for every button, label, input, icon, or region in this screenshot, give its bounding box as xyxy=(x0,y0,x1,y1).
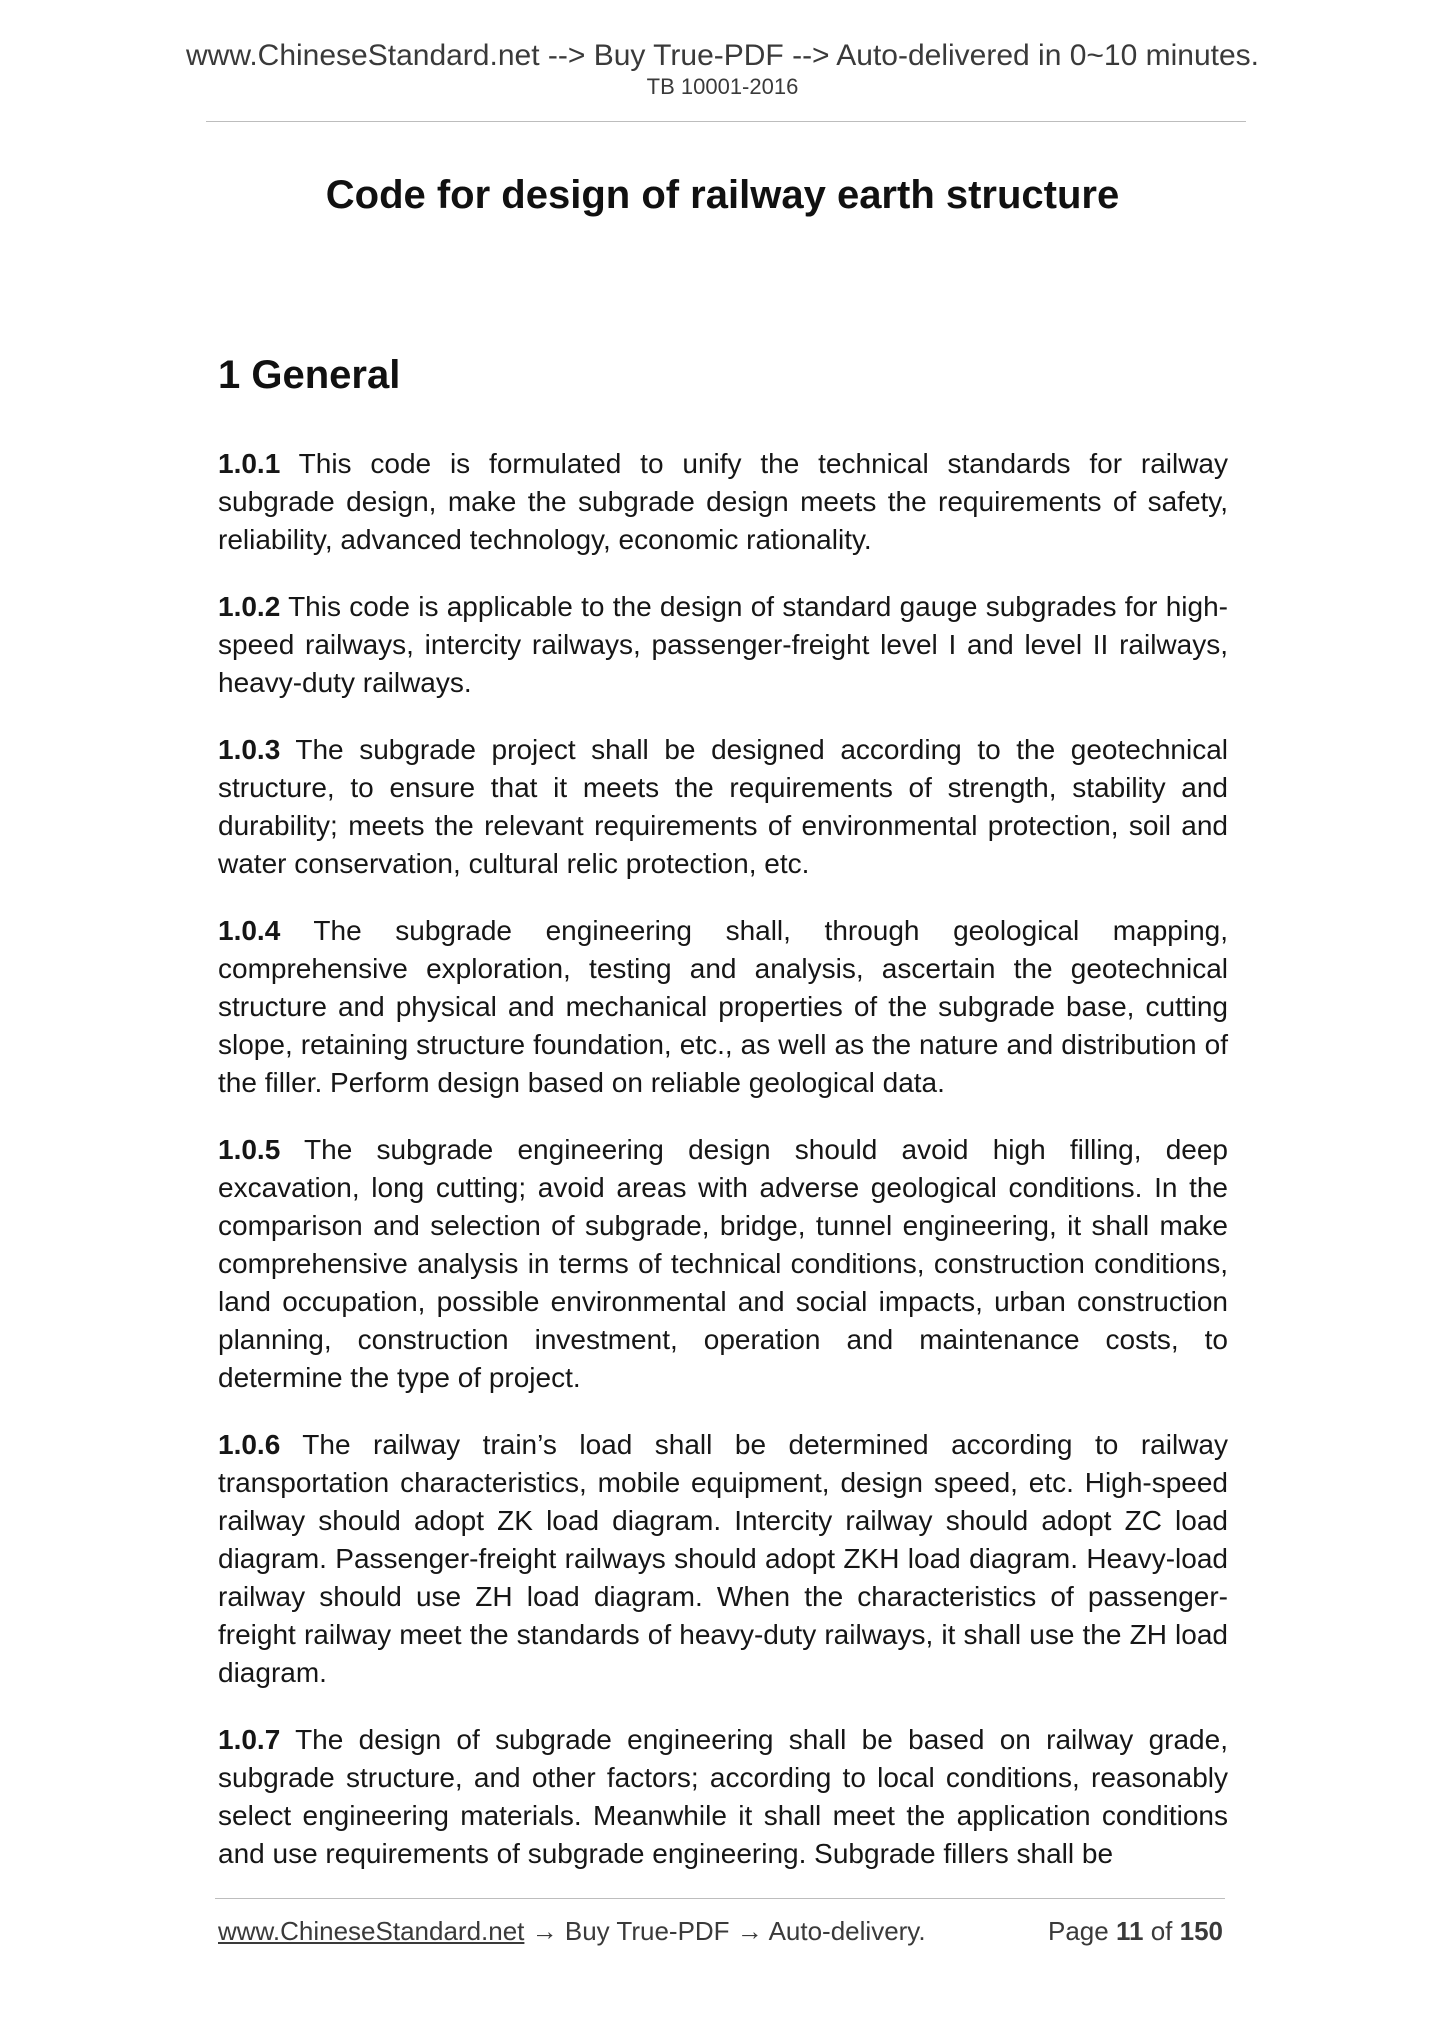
clause-number: 1.0.3 xyxy=(218,734,281,765)
top-banner: www.ChineseStandard.net --> Buy True-PDF --> Auto-delivered in 0~10 minutes. xyxy=(185,39,1260,72)
page-footer xyxy=(218,1914,1223,1948)
clause-1-0-6 xyxy=(218,1426,1228,1692)
footer-tagline: → Buy True-PDF → Auto-delivery. xyxy=(524,1916,926,1946)
footer-site-link[interactable]: www.ChineseStandard.net xyxy=(218,1916,525,1946)
page-indicator xyxy=(1048,1914,1223,1948)
clause-number: 1.0.6 xyxy=(218,1429,281,1460)
footer-divider xyxy=(215,1898,1225,1899)
clause-text: The design of subgrade engineering shall be based on railway grade, subgrade structure, and other factors; according to local conditions, reasonably select engineering materials. Meanwhile it shall meet the application conditions and use requirements of subgrade engineering. Subgrade fillers shall be xyxy=(218,1724,1228,1869)
page-label: Page xyxy=(1047,1916,1109,1946)
document-title: Code for design of railway earth structure xyxy=(325,173,1120,217)
page-of-label: of xyxy=(1150,1916,1173,1946)
section-heading: 1 General xyxy=(218,353,401,397)
clause-1-0-1 xyxy=(218,445,1228,559)
clause-number: 1.0.4 xyxy=(218,915,281,946)
clause-text: The railway train’s load shall be determined according to railway transportation characteristics, mobile equipment, design speed, etc. High-speed railway should adopt ZK load diagram. Intercity railway should adopt ZC load diagram. Passenger-freight railways should adopt ZKH load diagram. Heavy-load railway should use ZH load diagram. When the characteristics of passenger-freight railway meet the standards of heavy-duty railways, it shall use the ZH load diagram. xyxy=(218,1429,1228,1688)
body-text xyxy=(218,445,1228,1902)
document-code: TB 10001-2016 xyxy=(646,74,799,99)
clause-text: The subgrade engineering shall, through geological mapping, comprehensive exploration, testing and analysis, ascertain the geotechnical structure and physical and mechanical properties of the subgrade base, cutting slope, retaining structure foundation, etc., as well as the nature and distribution of the filler. Perform design based on reliable geological data. xyxy=(218,915,1228,1098)
clause-number: 1.0.5 xyxy=(218,1134,281,1165)
page-number: 11 xyxy=(1115,1916,1144,1946)
clause-number: 1.0.7 xyxy=(218,1724,281,1755)
clause-1-0-2 xyxy=(218,588,1228,702)
clause-text: This code is applicable to the design of standard gauge subgrades for high-speed railways, intercity railways, passenger-freight level I and level II railways, heavy-duty railways. xyxy=(218,591,1228,698)
clause-1-0-4 xyxy=(218,912,1228,1102)
header-divider xyxy=(206,121,1246,122)
clause-text: This code is formulated to unify the technical standards for railway subgrade design, make the subgrade design meets the requirements of safety, reliability, advanced technology, economic rationality. xyxy=(218,448,1228,555)
page-total: 150 xyxy=(1179,1916,1223,1946)
clause-1-0-3 xyxy=(218,731,1228,883)
clause-number: 1.0.1 xyxy=(218,448,281,479)
clause-1-0-7 xyxy=(218,1721,1228,1873)
clause-text: The subgrade project shall be designed according to the geotechnical structure, to ensure that it meets the requirements of strength, stability and durability; meets the relevant requirements of environmental protection, soil and water conservation, cultural relic protection, etc. xyxy=(218,734,1228,879)
clause-number: 1.0.2 xyxy=(218,591,281,622)
clause-1-0-5 xyxy=(218,1131,1228,1397)
clause-text: The subgrade engineering design should avoid high filling, deep excavation, long cutting; avoid areas with adverse geological conditions. In the comparison and selection of subgrade, bridge, tunnel engineering, it shall make comprehensive analysis in terms of technical conditions, construction conditions, land occupation, possible environmental and social impacts, urban construction planning, construction investment, operation and maintenance costs, to determine the type of project. xyxy=(218,1134,1228,1393)
